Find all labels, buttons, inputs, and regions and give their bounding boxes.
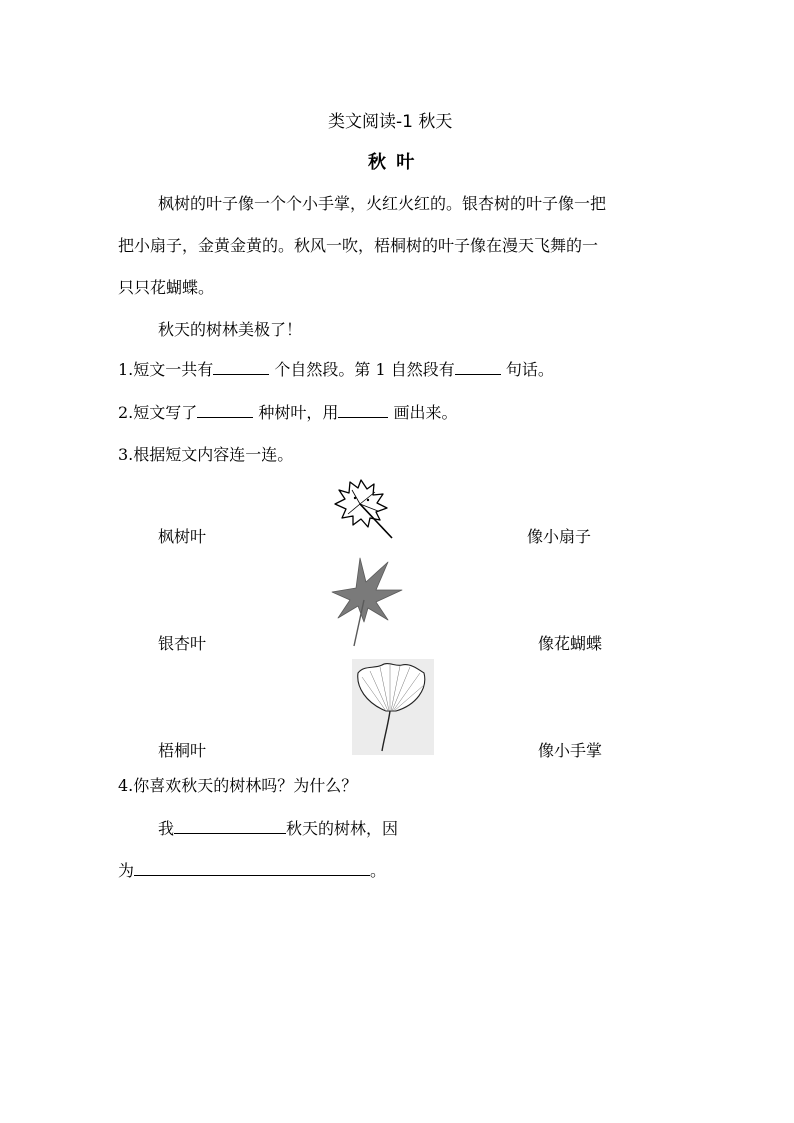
question-4-line-1 [158,816,398,839]
question-2-part-b: 种树叶，用 [258,403,339,422]
question-1-part-c: 句话。 [505,360,554,379]
match-right-1[interactable]: 像小扇子 [527,527,592,546]
question-2 [118,400,458,423]
question-1-part-b: 个自然段。第 1 自然段有 [274,360,455,379]
ginkgo-leaf-icon[interactable] [352,659,434,755]
paragraph-line-1: 枫树的叶子像一个个小手掌，火红火红的。银杏树的叶子像一把 [158,194,607,213]
answer-blank-1a[interactable] [213,360,269,375]
answer-blank-4a[interactable] [174,819,286,834]
maple-leaf-outline-icon[interactable] [330,474,400,544]
question-2-part-a: 2.短文写了 [118,403,198,422]
question-4-line-2-a: 为 [118,861,135,880]
page-subtitle: 秋 叶 [368,152,417,173]
question-4-line-2-b: 。 [370,861,387,880]
question-1 [118,357,554,380]
question-3: 3.根据短文内容连一连。 [118,445,294,464]
question-2-part-c: 画出来。 [393,403,458,422]
match-right-3[interactable]: 像小手掌 [538,741,603,760]
question-4-line-1-a: 我 [158,819,175,838]
question-4-line-1-b: 秋天的树林，因 [286,819,399,838]
answer-blank-2b[interactable] [338,403,388,418]
maple-leaf-silhouette-icon[interactable] [330,556,408,648]
question-4: 4.你喜欢秋天的树林吗？为什么？ [118,776,358,795]
paragraph-line-3: 只只花蝴蝶。 [118,278,215,297]
page-title: 类文阅读-1 秋天 [328,112,453,132]
question-1-part-a: 1.短文一共有 [118,360,214,379]
match-left-3[interactable]: 梧桐叶 [158,741,207,760]
match-right-2[interactable]: 像花蝴蝶 [538,634,603,653]
answer-blank-2a[interactable] [197,403,253,418]
match-left-1[interactable]: 枫树叶 [158,527,207,546]
answer-blank-1b[interactable] [455,360,501,375]
question-4-line-2 [118,858,386,881]
paragraph-line-2: 把小扇子，金黄金黄的。秋风一吹，梧桐树的叶子像在漫天飞舞的一 [118,236,599,255]
paragraph-line-4: 秋天的树林美极了！ [158,320,303,339]
match-left-2[interactable]: 银杏叶 [158,634,207,653]
answer-blank-4b[interactable] [134,861,370,876]
